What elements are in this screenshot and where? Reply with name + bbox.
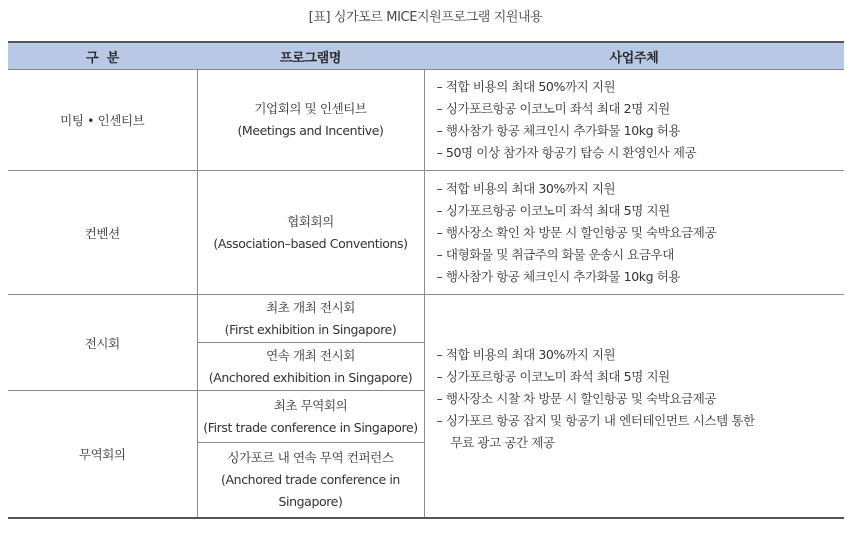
- header-category: 구 분: [8, 42, 197, 70]
- table-row-meeting: [8, 70, 844, 171]
- support-item: – 싱가포르 항공 잡지 및 항공기 내 엔터테인먼트 시스템 통한: [436, 412, 755, 428]
- program-en: (Anchored trade conference in: [221, 471, 400, 487]
- program-en-cont: Singapore): [278, 493, 343, 509]
- header-program: 프로그램명: [197, 42, 424, 70]
- support-item: – 행사장소 확인 차 방문 시 할인항공 및 숙박요금제공: [436, 224, 717, 240]
- program-ko: 최초 무역회의: [273, 397, 348, 413]
- program-trade-anchored: [197, 443, 424, 518]
- mice-support-table: [8, 41, 844, 519]
- header-support: 사업주체: [424, 42, 844, 70]
- support-item: – 행사장소 시찰 차 방문 시 할인항공 및 숙박요금제공: [436, 390, 717, 406]
- support-item: – 적합 비용의 최대 50%까지 지원: [436, 79, 616, 94]
- support-item: 무료 광고 공간 제공: [450, 434, 555, 450]
- program-ko: 싱가포르 내 연속 무역 컨퍼런스: [227, 449, 394, 465]
- support-item: – 행사참가 항공 체크인시 추가화물 10kg 허용: [436, 123, 681, 138]
- program-exhibition-first: [197, 295, 424, 343]
- program-trade-first: [197, 391, 424, 443]
- program-convention-en: (Association–based Conventions): [213, 235, 408, 251]
- support-item: – 적합 비용의 최대 30%까지 지원: [436, 180, 616, 196]
- table-row-exhibition-first: [8, 295, 844, 343]
- program-meeting: [197, 70, 424, 171]
- program-en: (First exhibition in Singapore): [224, 321, 397, 337]
- table-caption: [표] 싱가포르 MICE지원프로그램 지원내용: [308, 10, 543, 25]
- support-meeting: [424, 70, 844, 171]
- program-en: (Anchored exhibition in Singapore): [208, 369, 413, 385]
- support-item: – 싱가포르항공 이코노미 좌석 최대 5명 지원: [436, 202, 670, 218]
- support-shared: [424, 295, 844, 518]
- category-trade: 무역회의: [8, 391, 197, 518]
- program-exhibition-anchored: [197, 343, 424, 391]
- category-convention: 컨벤션: [8, 171, 197, 295]
- support-item: – 대형화물 및 취급주의 화물 운송시 요금우대: [436, 246, 674, 262]
- program-ko: 연속 개최 전시회: [266, 347, 355, 363]
- program-meeting-en: (Meetings and Incentive): [237, 123, 384, 138]
- program-en: (First trade conference in Singapore): [203, 419, 418, 435]
- program-ko: 최초 개최 전시회: [266, 299, 355, 315]
- support-item: – 행사참가 항공 체크인시 추가화물 10kg 허용: [436, 268, 681, 284]
- table-row-convention: [8, 171, 844, 295]
- support-item: – 싱가포르항공 이코노미 좌석 최대 2명 지원: [436, 101, 670, 116]
- program-convention-ko: 협회회의: [287, 213, 334, 229]
- program-convention: [197, 171, 424, 295]
- program-meeting-ko: 기업회의 및 인센티브: [254, 101, 367, 116]
- support-item: – 적합 비용의 최대 30%까지 지원: [436, 346, 616, 362]
- header-row: [8, 42, 844, 70]
- category-exhibition: 전시회: [8, 295, 197, 391]
- category-meeting: 미팅 • 인센티브: [8, 70, 197, 171]
- support-item: – 싱가포르항공 이코노미 좌석 최대 5명 지원: [436, 368, 670, 384]
- support-convention: [424, 171, 844, 295]
- support-item: – 50명 이상 참가자 항공기 탑승 시 환영인사 제공: [436, 145, 697, 160]
